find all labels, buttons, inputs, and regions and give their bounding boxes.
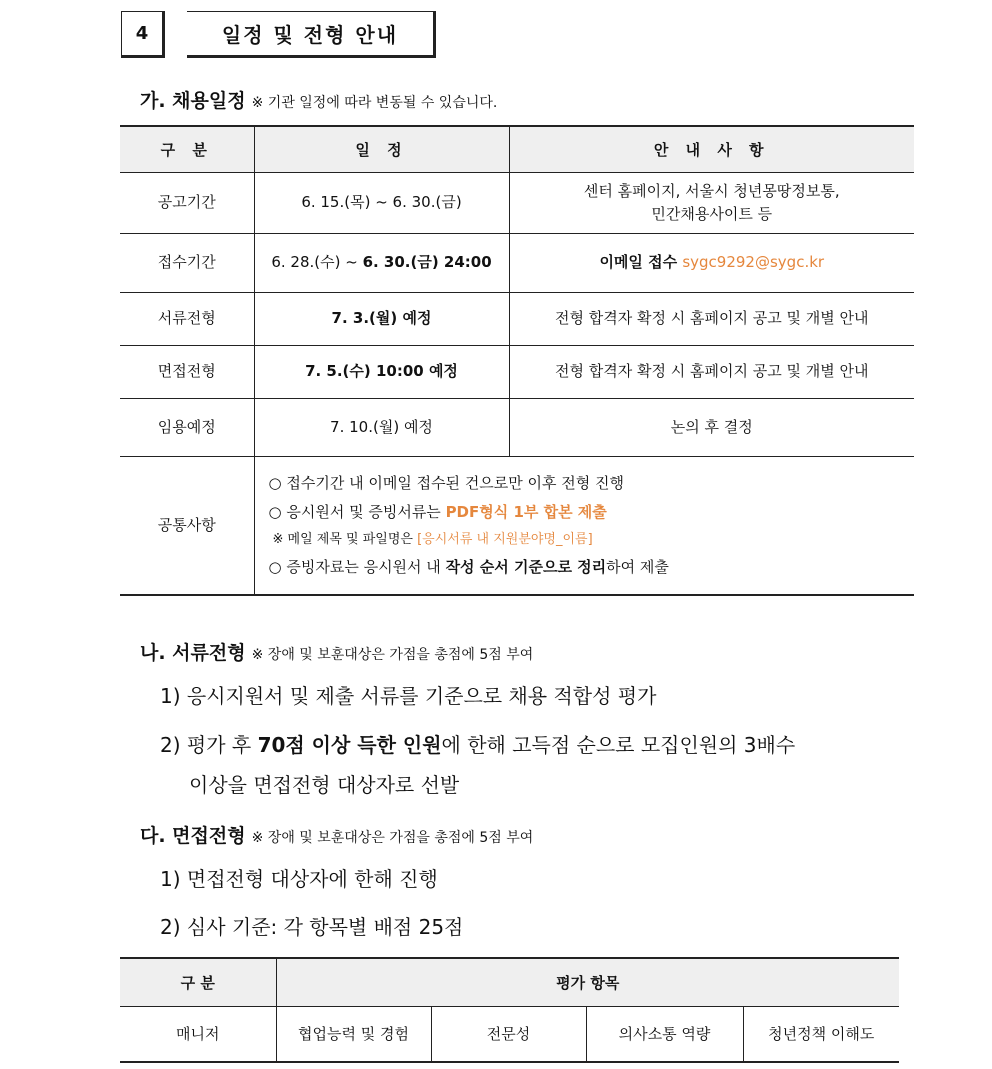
interview-heading: 다. 면접전형 ※ 장애 및 보훈대상은 가점을 총점에 5점 부여 bbox=[140, 825, 534, 847]
column-header: 구 분 bbox=[120, 126, 254, 172]
row-info: 센터 홈페이지, 서울시 청년몽땅정보통, 민간채용사이트 등 bbox=[509, 172, 914, 233]
section-number: 4 bbox=[121, 11, 165, 58]
common-notes bbox=[254, 456, 914, 595]
interview-note: ※ 장애 및 보훈대상은 가점을 총점에 5점 부여 bbox=[251, 830, 534, 846]
section-title: 일정 및 전형 안내 bbox=[187, 11, 436, 58]
schedule-note: ※ 기관 일정에 따라 변동될 수 있습니다. bbox=[251, 95, 498, 111]
list-item: ○ 응시원서 및 증빙서류는 PDF형식 1부 합본 제출 bbox=[268, 502, 607, 521]
list-item: ○ 접수기간 내 이메일 접수된 건으로만 이후 전형 진행 bbox=[268, 473, 625, 492]
table-row bbox=[120, 345, 914, 398]
table-row bbox=[120, 233, 914, 292]
interview-item-1: 1) 면접전형 대상자에 한해 진행 bbox=[160, 867, 438, 891]
schedule-table bbox=[120, 125, 914, 596]
list-item: ※ 메일 제목 및 파일명은 [응시서류 내 지원분야명_이름] bbox=[272, 531, 593, 547]
document-screening-note: ※ 장애 및 보훈대상은 가점을 총점에 5점 부여 bbox=[251, 647, 534, 663]
row-info: 논의 후 결정 bbox=[509, 398, 914, 456]
row-label: 매니저 bbox=[120, 1006, 276, 1062]
column-header: 평가 항목 bbox=[276, 958, 899, 1006]
row-date: 7. 10.(월) 예정 bbox=[254, 398, 509, 456]
schedule-heading: 가. 채용일정 ※ 기관 일정에 따라 변동될 수 있습니다. bbox=[140, 90, 498, 112]
document-screening-heading: 나. 서류전형 ※ 장애 및 보훈대상은 가점을 총점에 5점 부여 bbox=[140, 642, 534, 664]
document-screening-item-2-cont: 이상을 면접전형 대상자로 선발 bbox=[189, 773, 460, 797]
row-label: 공통사항 bbox=[120, 456, 254, 595]
column-header: 구 분 bbox=[120, 958, 276, 1006]
criterion: 청년정책 이해도 bbox=[743, 1006, 899, 1062]
table-row bbox=[120, 292, 914, 345]
document-screening-item-1: 1) 응시지원서 및 제출 서류를 기준으로 채용 적합성 평가 bbox=[160, 684, 657, 708]
evaluation-table-header bbox=[120, 958, 899, 1006]
row-label: 면접전형 bbox=[120, 345, 254, 398]
row-date: 7. 5.(수) 10:00 예정 bbox=[254, 345, 509, 398]
schedule-table-header bbox=[120, 126, 914, 172]
row-date: 6. 15.(목) ~ 6. 30.(금) bbox=[254, 172, 509, 233]
evaluation-table bbox=[120, 957, 899, 1063]
criterion: 의사소통 역량 bbox=[586, 1006, 743, 1062]
table-row bbox=[120, 456, 914, 595]
table-row bbox=[120, 1006, 899, 1062]
row-label: 임용예정 bbox=[120, 398, 254, 456]
row-date: 6. 28.(수) ~ 6. 30.(금) 24:00 bbox=[254, 233, 509, 292]
column-header: 안 내 사 항 bbox=[509, 126, 914, 172]
row-date: 7. 3.(월) 예정 bbox=[254, 292, 509, 345]
row-label: 접수기간 bbox=[120, 233, 254, 292]
document-screening-item-2: 2) 평가 후 70점 이상 득한 인원에 한해 고득점 순으로 모집인원의 3배수 bbox=[160, 733, 796, 757]
table-row bbox=[120, 398, 914, 456]
list-item: ○ 증빙자료는 응시원서 내 작성 순서 기준으로 정리하여 제출 bbox=[268, 557, 669, 576]
table-row bbox=[120, 172, 914, 233]
row-label: 서류전형 bbox=[120, 292, 254, 345]
email-address: sygc9292@sygc.kr bbox=[682, 253, 825, 272]
row-info: 전형 합격자 확정 시 홈페이지 공고 및 개별 안내 bbox=[509, 345, 914, 398]
row-info: 전형 합격자 확정 시 홈페이지 공고 및 개별 안내 bbox=[509, 292, 914, 345]
column-header: 일 정 bbox=[254, 126, 509, 172]
criterion: 협업능력 및 경험 bbox=[276, 1006, 431, 1062]
row-info: 이메일 접수 sygc9292@sygc.kr bbox=[509, 233, 914, 292]
row-label: 공고기간 bbox=[120, 172, 254, 233]
criterion: 전문성 bbox=[431, 1006, 586, 1062]
interview-item-2: 2) 심사 기준: 각 항목별 배점 25점 bbox=[160, 915, 464, 939]
